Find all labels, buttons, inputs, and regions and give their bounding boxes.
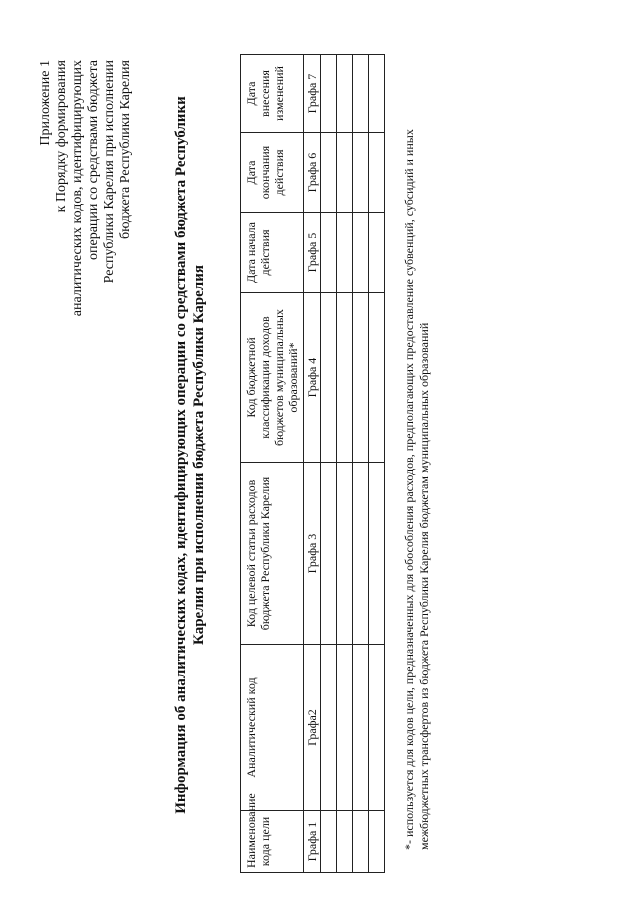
table-cell [321,645,337,811]
header-start-date: Дата начала действия [241,213,304,293]
appendix-line: аналитических кодов, идентифицирующих [70,60,85,317]
table-cell [353,645,369,811]
table-cell [369,133,385,213]
header-change-date: Дата внесения изменений [241,55,304,133]
table-cell [337,645,353,811]
table-cell [321,55,337,133]
table-cell [321,293,337,463]
table-cell [337,133,353,213]
header-income-classification-code: Код бюджетной классификации доходов бюджетов муниципальных образований* [241,293,304,463]
title-line: Карелия при исполнении бюджета Республики Карелия [191,265,207,645]
appendix-line: к Порядку формирования [54,60,69,213]
table-cell [321,811,337,873]
header-analytic-code: Аналитический код [241,645,304,811]
table-cell [337,55,353,133]
footnote-line: *- используется для кодов цели, предназначенных для обособления расходов, предполагающих предоставление субвенций, субсидий и иных [402,129,416,850]
column-label: Графа 7 [304,55,321,133]
table-row [321,55,337,873]
table-cell [369,463,385,645]
table-cell [353,811,369,873]
column-label: Графа 3 [304,463,321,645]
table-cell [353,133,369,213]
column-label: Графа2 [304,645,321,811]
column-label: Графа 5 [304,213,321,293]
table-cell [337,811,353,873]
table-cell [337,213,353,293]
appendix-line: бюджета Республики Карелия [118,60,133,239]
header-end-date: Дата окончания действия [241,133,304,213]
appendix-line: Республики Карелия при исполнении [102,60,117,284]
header-target-article-code: Код целевой статьи расходов бюджета Республики Карелия [241,463,304,645]
appendix-line: операции со средствами бюджета [86,60,101,260]
appendix-line: Приложение 1 [38,60,53,146]
column-label: Графа 1 [304,811,321,873]
table-cell [337,463,353,645]
table-cell [369,213,385,293]
table-row [353,55,369,873]
footnote-line: межбюджетных трансфертов из бюджета Республики Карелия бюджетам муниципальных образований [417,322,431,850]
table-row [369,55,385,873]
title-line: Информация об аналитических кодах, идентифицирующих операции со средствами бюджета Республики [173,96,189,814]
table-cell [353,55,369,133]
table-cell [321,133,337,213]
column-number-row [304,55,321,873]
table-cell [369,811,385,873]
table-header-row [241,55,304,873]
table-row [337,55,353,873]
document-title [172,65,208,845]
header-goal-name: Наименование кода цели [241,811,304,873]
table-cell [369,293,385,463]
appendix-header [38,60,134,390]
analytic-codes-table [240,54,385,873]
footnote [402,70,432,850]
table-cell [337,293,353,463]
table-cell [353,463,369,645]
table-cell [321,463,337,645]
column-label: Графа 6 [304,133,321,213]
table-cell [369,645,385,811]
table-cell [353,293,369,463]
table-cell [321,213,337,293]
table-cell [353,213,369,293]
column-label: Графа 4 [304,293,321,463]
table-cell [369,55,385,133]
